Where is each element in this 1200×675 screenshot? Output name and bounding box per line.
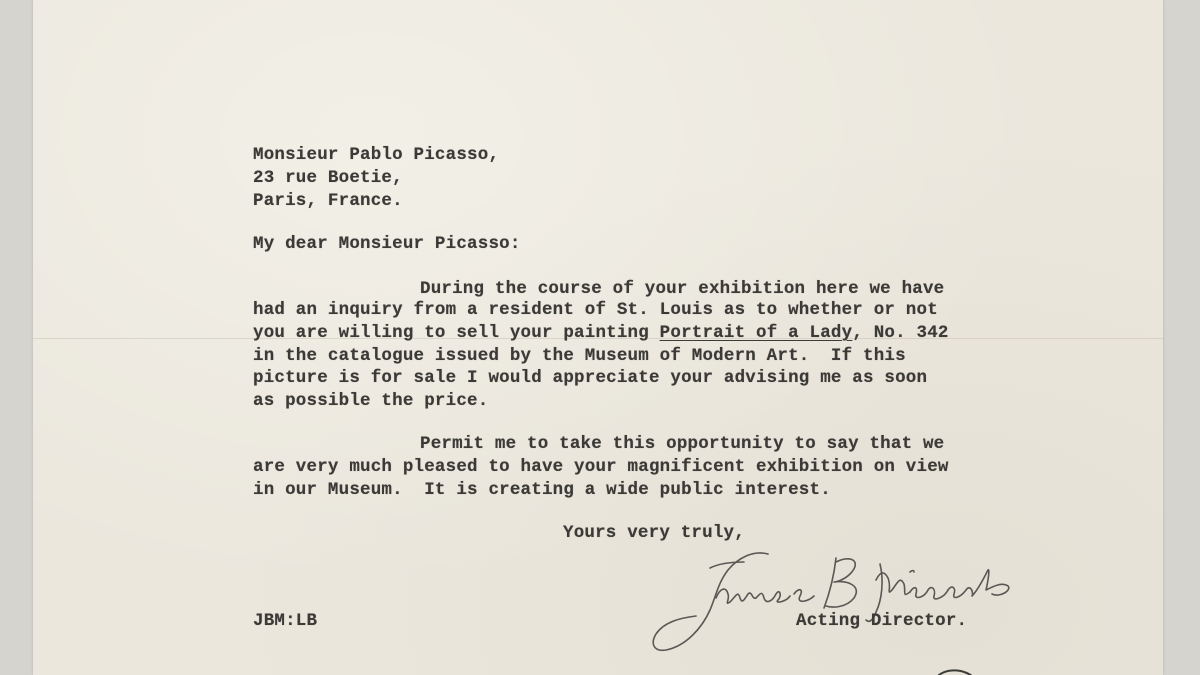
paragraph2-line2: are very much pleased to have your magnificent exhibition on view xyxy=(253,457,949,477)
recipient-street: 23 rue Boetie, xyxy=(253,168,403,188)
paragraph1-line3 xyxy=(253,322,949,344)
paragraph1-line2: had an inquiry from a resident of St. Louis as to whether or not xyxy=(253,300,938,320)
recipient-name: Monsieur Pablo Picasso, xyxy=(253,145,500,165)
paragraph1-line1: During the course of your exhibition here we have xyxy=(420,279,945,299)
paragraph1-line3-after: , No. 342 xyxy=(852,323,949,343)
paragraph2-line3: in our Museum. It is creating a wide public interest. xyxy=(253,480,831,500)
painting-title: Portrait of a Lady xyxy=(659,323,853,343)
partial-stamp-mark xyxy=(928,664,978,675)
paragraph1-line3-before: you are willing to sell your painting xyxy=(253,323,660,343)
closing: Yours very truly, xyxy=(563,523,745,543)
handwritten-signature xyxy=(648,528,1023,658)
paragraph1-line5: picture is for sale I would appreciate your advising me as soon xyxy=(253,368,928,388)
paragraph1-line4: in the catalogue issued by the Museum of Modern Art. If this xyxy=(253,346,906,366)
salutation: My dear Monsieur Picasso: xyxy=(253,234,521,254)
paragraph1-line6: as possible the price. xyxy=(253,391,489,411)
reference-initials: JBM:LB xyxy=(253,611,318,631)
signatory-title: Acting Director. xyxy=(796,611,968,631)
paragraph2-line1: Permit me to take this opportunity to say that we xyxy=(420,434,945,454)
recipient-city: Paris, France. xyxy=(253,191,403,211)
